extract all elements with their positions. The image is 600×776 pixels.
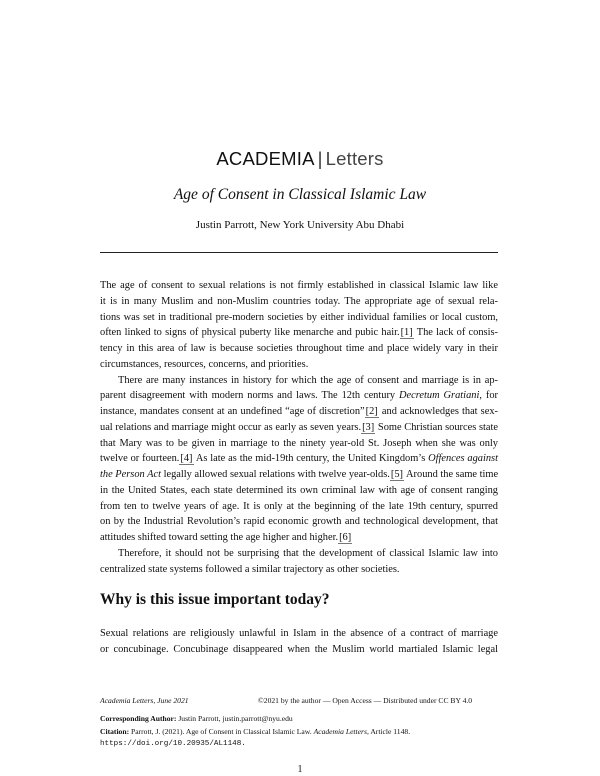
text-line [100, 643, 498, 656]
text-line [118, 374, 498, 387]
text-segment: Sexual relations are religiously unlawful in Islam in the absence of a contract of marriage [100, 628, 498, 639]
footnote-link[interactable]: [6] [339, 532, 352, 543]
italic-text: the Person Act [100, 469, 161, 480]
text-segment: There are many instances in history for which the age of consent and marriage is in ap- [118, 374, 498, 386]
brand-separator: | [317, 148, 323, 169]
footnote-link[interactable]: [3] [362, 421, 375, 433]
text-line [100, 279, 498, 292]
text-segment: Some Christian sources state [375, 421, 499, 433]
text-line [100, 405, 498, 418]
footer-license: ©2021 by the author — Open Access — Distributed under CC BY 4.0 [258, 696, 473, 705]
text-segment: attitudes shifted toward setting the age higher and higher. [100, 532, 339, 543]
corr-label: Corresponding Author: [100, 714, 177, 723]
author-line: Justin Parrott, New York University Abu Dhabi [195, 219, 405, 231]
text-segment: The age of consent to sexual relations is not firmly established in classical Islamic law like [100, 280, 498, 291]
text-line [100, 500, 498, 513]
text-segment: parent disagreement with modern norms and laws. The 12th century [100, 390, 400, 402]
footnote-link[interactable]: [5] [390, 469, 404, 480]
paper-title: Age of Consent in Classical Islamic Law [173, 186, 427, 203]
text-line [100, 437, 498, 450]
text-line [100, 484, 498, 497]
text-segment: ual relations and marriage might occur as early as seven years. [100, 421, 362, 433]
page-number: 1 [297, 764, 303, 775]
text-segment: tency in this area of law is because societies throughout time and place widely vary in their [100, 343, 498, 354]
text-line [100, 342, 498, 355]
text-segment: twelve or fourteen. [100, 453, 180, 465]
citation [100, 727, 410, 736]
footer-journal-date: Academia Letters, June 2021 [100, 696, 189, 705]
text-line [100, 515, 498, 528]
text-segment: it is in many Muslim and non-Muslim countries today. The appropriate age of sexual rela- [100, 295, 498, 307]
text-line [100, 358, 498, 371]
brand-name: ACADEMIA [216, 148, 315, 169]
text-line [118, 547, 498, 560]
text-segment: centralized state systems followed a similar trajectory as other societies. [100, 563, 400, 575]
italic-text: Decretum Gratiani [399, 390, 480, 402]
text-line [100, 326, 498, 339]
section-heading: Why is this issue important today? [100, 591, 330, 608]
text-segment: legally allowed sexual relations with twelve year-olds. [160, 469, 390, 480]
text-line [100, 627, 498, 640]
citation-rest: , Article 1148. [366, 727, 411, 736]
text-line [100, 389, 498, 402]
footnote-link[interactable]: [4] [180, 453, 193, 465]
text-segment: The lack of consis- [413, 327, 498, 339]
text-segment: Around the same time [404, 469, 499, 480]
text-line [100, 295, 498, 308]
text-line [100, 468, 498, 481]
text-segment: and acknowledges that sex- [378, 406, 498, 417]
text-segment: that Mary was to be given in marriage to the ninety year-old St. Joseph when she was only [100, 437, 498, 449]
text-line [100, 421, 498, 434]
footnote-link[interactable]: [1] [400, 327, 413, 339]
header-divider [100, 252, 498, 253]
text-segment: Therefore, it should not be surprising that the development of classical Islamic law into [118, 547, 498, 559]
text-segment: , for [479, 390, 498, 402]
text-segment: on by the Industrial Revolution’s rapid economic growth and technological development, that [100, 516, 498, 528]
text-line [100, 311, 498, 324]
citation-value: Parrott, J. (2021). Age of Consent in Classical Islamic Law. [129, 727, 314, 736]
text-segment: tions was set in traditional pre-modern societies by either individual families or local custom, [100, 311, 498, 323]
text-segment: often linked to signs of physical puberty like menarche and pubic hair. [100, 327, 400, 339]
corresponding-author [100, 714, 293, 723]
italic-text: Offences against [428, 453, 498, 465]
footnote-link[interactable]: [2] [365, 406, 378, 417]
brand-series: Letters [325, 148, 384, 169]
citation-journal: Academia Letters [313, 727, 367, 736]
academia-letters-logo [0, 148, 600, 170]
text-segment: As late as the mid-19th century, the United Kingdom’s [193, 453, 429, 465]
citation-label: Citation: [100, 727, 130, 736]
text-line [100, 531, 498, 544]
text-line [100, 563, 498, 576]
text-segment: circumstances, resources, concerns, and priorities. [100, 358, 309, 370]
corr-value: Justin Parrott, justin.parrott@nyu.edu [176, 714, 293, 723]
text-segment: instance, mandates consent at an undefined “age of discretion” [100, 406, 365, 417]
text-segment: from ten to twelve years of age. It is only at the beginning of the late 19th century, spurred [100, 500, 498, 512]
text-segment: or concubinage. Concubinage disappeared when the Muslim world martialed Islamic legal [100, 643, 498, 655]
text-line [100, 452, 498, 465]
doi-link[interactable]: https://doi.org/10.20935/AL1148. [100, 740, 246, 748]
text-segment: in the United States, each state determined its own criminal law with age of consent ranging [100, 484, 498, 496]
